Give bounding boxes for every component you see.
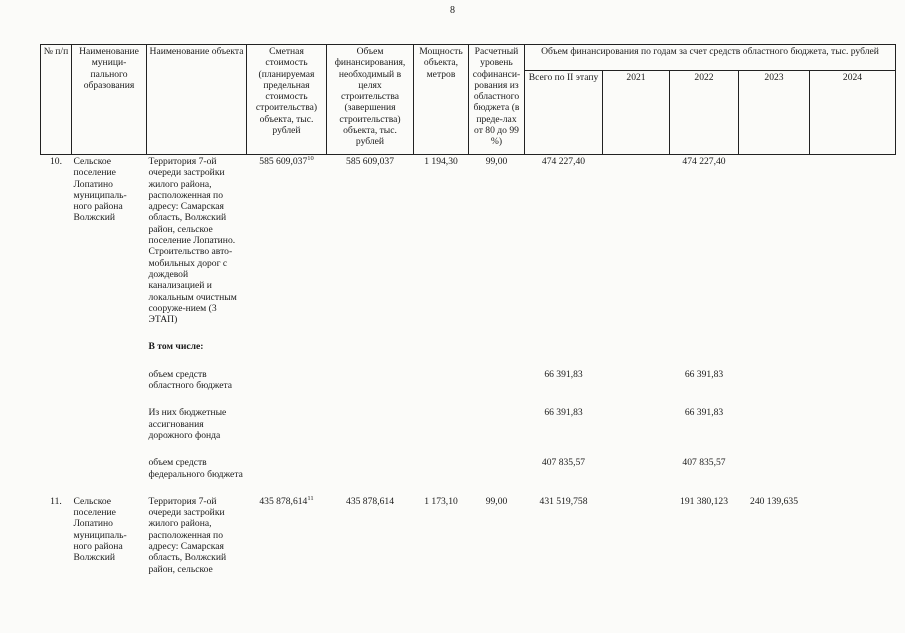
subrow-2022: 66 391,83 (684, 368, 724, 380)
row-municipality: Сельское поселение Лопатино муниципаль-ного района Волжский (73, 495, 127, 564)
header-municipality: Наименование муници-пального образования (72, 45, 147, 155)
header-capacity: Мощность объекта, метров (414, 45, 469, 155)
row-2023: 240 139,635 (750, 495, 798, 507)
header-2024: 2024 (810, 71, 896, 155)
row-num: 11. (50, 495, 62, 507)
row-volume: 585 609,037 (346, 156, 394, 167)
header-2022: 2022 (670, 71, 739, 155)
row-2022: 191 380,123 (680, 495, 728, 507)
subrow-total: 407 835,57 (541, 457, 586, 469)
table-row (41, 368, 896, 393)
table-row (41, 155, 896, 327)
header-total: Всего по II этапу (525, 71, 603, 155)
row-2023 (739, 155, 810, 327)
header-num: № п/п (41, 45, 72, 155)
row-2024 (810, 155, 896, 327)
row-municipality: Сельское поселение Лопатино муниципаль-ного района Волжский (73, 156, 127, 224)
subrow-total: 66 391,83 (544, 368, 583, 380)
table-row (41, 340, 896, 353)
header-estimate: Сметная стоимость (планируемая предельная стоимость строительства) объекта, тыс. рублей (247, 45, 327, 155)
subrow-label: Из них бюджетные ассигнования дорожного фонда (148, 407, 227, 441)
row-2021 (603, 155, 670, 327)
subrow-2022: 407 835,57 (682, 457, 726, 469)
row-total: 431 519,758 (539, 495, 588, 507)
row-2024 (810, 495, 896, 576)
row-object: Территория 7-ой очереди застройки жилого района, расположенная по адресу: Самарская область, Волжский район, сельское поселение Лопатино. Строительство авто-мобильных дорог с дождевой канализацией и локальным очистным сооруже-нием (3 ЭТАП) (148, 156, 237, 326)
header-level: Расчетный уровень софинанси-рования из областного бюджета (в преде-лах от 80 до 99 %) (469, 45, 525, 155)
financing-table (40, 44, 896, 576)
header-years-group: Объем финансирования по годам за счет средств областного бюджета, тыс. рублей (525, 45, 896, 71)
row-estimate: 435 878,614$^{11}$ (259, 494, 314, 507)
row-capacity: 1 173,10 (424, 495, 458, 507)
subrow-label: объем средств областного бюджета (148, 368, 233, 392)
subrow-2022: 66 391,83 (684, 407, 724, 419)
subrow-total: 66 391,83 (544, 407, 583, 419)
header-volume: Объем финансирования, необходимый в целях строительства (завершения строительства) объекта, тыс. рублей (327, 45, 414, 155)
row-estimate: 585 609,037$^{10}$ (259, 154, 314, 167)
table-row (41, 406, 896, 442)
row-capacity: 1 194,30 (424, 156, 458, 167)
table-row (41, 495, 896, 576)
header-2023: 2023 (739, 71, 810, 155)
row-num: 10. (50, 156, 62, 167)
row-total: 474 227,40 (541, 156, 586, 167)
header-2021: 2021 (603, 71, 670, 155)
row-2022: 474 227,40 (682, 156, 726, 167)
subrow-label: объем средств федерального бюджета (148, 457, 243, 480)
row-level: 99,00 (485, 495, 508, 507)
including-label: В том числе: (148, 341, 204, 353)
page-number: 8 (450, 5, 455, 16)
footnote-mark: 11 (307, 494, 314, 502)
table-row (41, 456, 896, 481)
row-object: Территория 7-ой очереди застройки жилого района, расположенная по адресу: Самарская область, Волжский район, сельское (148, 495, 227, 575)
row-volume: 435 878,614 (346, 495, 394, 507)
footnote-mark: 10 (307, 154, 314, 162)
header-object: Наименование объекта (147, 45, 247, 155)
row-2021 (603, 495, 670, 576)
row-level: 99,00 (485, 156, 508, 167)
